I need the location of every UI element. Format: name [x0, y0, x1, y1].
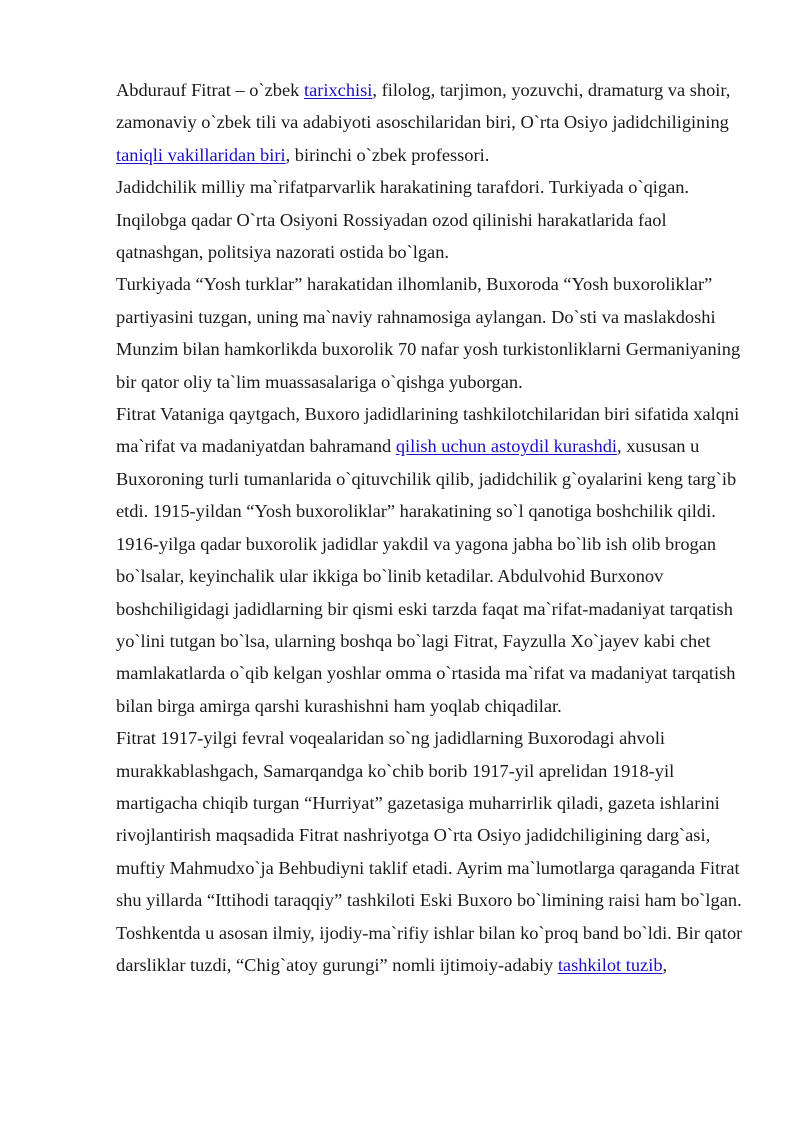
paragraph-5 [116, 722, 744, 916]
link-taniqli-vakillaridan-biri[interactable]: taniqli vakillaridan biri [116, 144, 286, 165]
text-segment: Jadidchilik milliy ma`rifatparvarlik harakatining tarafdori. Turkiyada o`qigan. Inqilobga qadar O`rta Osiyoni Rossiyadan ozod qilinishi harakatlarida faol qatnashgan, politsiya nazorati ostida bo`lgan. [116, 177, 690, 263]
text-segment: , birinchi o`zbek professori. [285, 144, 490, 165]
text-segment: Fitrat Vataniga qaytgach, Buxoro jadidlarining tashkilotchilaridan biri sifatida xalqni ma`rifat va madaniyatdan bahramand [116, 404, 740, 457]
paragraph-4 [116, 398, 744, 722]
link-tashkilot-tuzib[interactable]: tashkilot tuzib [557, 954, 663, 975]
paragraph-2 [116, 171, 744, 268]
text-segment: Abdurauf Fitrat – o`zbek [116, 80, 304, 100]
text-segment: Toshkentda u asosan ilmiy, ijodiy-ma`rifiy ishlar bilan ko`proq band bo`ldi. Bir qator darsliklar tuzdi, “Chig`atoy gurungi” nomli ijtimoiy-adabiy [116, 922, 743, 975]
link-tarixchisi[interactable]: tarixchisi [303, 80, 373, 100]
text-segment: Turkiyada “Yosh turklar” harakatidan ilhomlanib, Buxoroda “Yosh buxoroliklar” partiyasini tuzgan, uning ma`naviy rahnamosiga aylangan. Do`sti va maslakdoshi Munzim bilan hamkorlikda buxorolik 70 nafar yosh turkistonliklarni Germaniyaning bir qator oliy ta`lim muassasalariga o`qishga yuborgan. [116, 274, 741, 392]
link-qilish-uchun-astoydil-kurashdi[interactable]: qilish uchun astoydil kurashdi [395, 436, 618, 457]
document-page [116, 74, 744, 981]
paragraph-3 [116, 268, 744, 398]
text-segment: Fitrat 1917-yilgi fevral voqealaridan so`ng jadidlarning Buxorodagi ahvoli murakkablashgach, Samarqandga ko`chib borib 1917-yil aprelidan 1918-yil martigacha chiqib turgan “Hurriyat” gazetasiga muharrirlik qiladi, gazeta ishlarini rivojlantirish maqsadida Fitrat nashriyotga O`rta Osiyo jadidchiligining darg`asi, muftiy Mahmudxo`ja Behbudiyni taklif etadi. Ayrim ma`lumotlarga qaraganda Fitrat shu yillarda “Ittihodi taraqqiy” tashkiloti Eski Buxoro bo`limining raisi ham bo`lgan. [116, 728, 742, 911]
paragraph-6 [116, 917, 744, 982]
text-segment: , xususan u Buxoroning turli tumanlarida o`qituvchilik qilib, jadidchilik g`oyalarini keng targ`ib etdi. 1915-yildan “Yosh buxoroliklar” harakatining so`l qanotiga boshchilik qildi. 1916-yilga qadar buxorolik jadidlar yakdil va yagona jabha bo`lib ish olib brogan bo`lsalar, keyinchalik ular ikkiga bo`linib ketadilar. Abdulvohid Burxonov boshchiligidagi jadidlarning bir qismi eski tarzda faqat ma`rifat-madaniyat tarqatish yo`lini tutgan bo`lsa, ularning boshqa bo`lagi Fitrat, Fayzulla Xo`jayev kabi chet mamlakatlarda o`qib kelgan yoshlar omma o`rtasida ma`rifat va madaniyat tarqatish bilan birga amirga qarshi kurashishni ham yoqlab chiqadilar. [116, 436, 737, 716]
text-segment: , [662, 954, 668, 975]
text-segment: , filolog, tarjimon, yozuvchi, dramaturg va shoir, zamonaviy o`zbek tili va adabiyoti asoschilaridan biri, O`rta Osiyo jadidchiligining [116, 80, 731, 133]
paragraph-1 [116, 74, 744, 171]
